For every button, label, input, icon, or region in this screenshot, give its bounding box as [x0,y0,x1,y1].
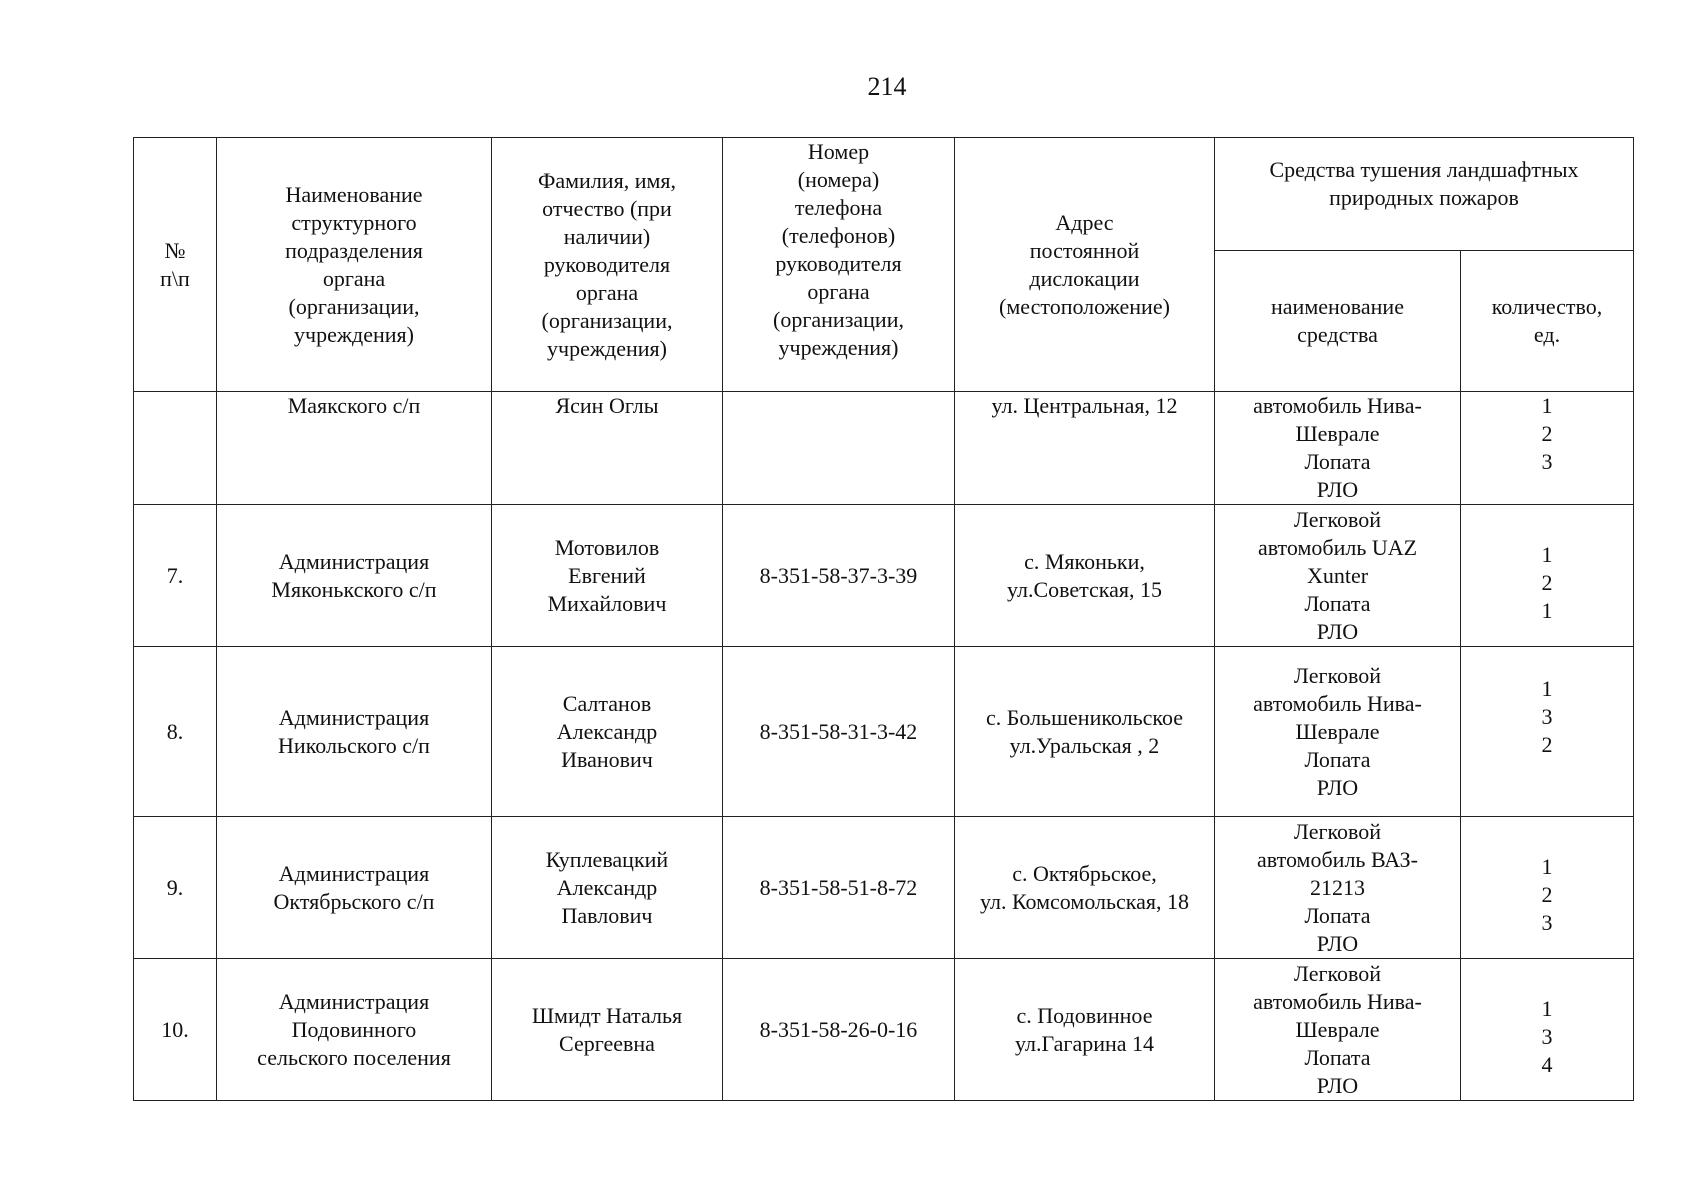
row-head: Салтанов Александр Иванович [492,647,723,817]
row-address: с. Мяконьки, ул.Советская, 15 [955,505,1215,647]
row-num [134,392,217,505]
page-number: 214 [867,72,907,101]
row-num: 8. [134,647,217,817]
header-address: Адрес постоянной дислокации (местоположение) [955,138,1215,392]
row-address: с. Подовинное ул.Гагарина 14 [955,959,1215,1101]
row-unit: Администрация Подовинного сельского поселения [217,959,492,1101]
row-qty: 1 3 4 [1461,959,1634,1101]
row-means: Легковой автомобиль Нива- Шевралe Лопата РЛО [1215,959,1461,1101]
table-row [134,817,1634,959]
row-phone: 8-351-58-26-0-16 [723,959,955,1101]
row-unit: Администрация Никольского с/п [217,647,492,817]
row-phone: 8-351-58-37-3-39 [723,505,955,647]
header-means-name: наименование средства [1215,251,1461,392]
row-phone [723,392,955,505]
row-head: Ясин Оглы [492,392,723,505]
table-row [134,505,1634,647]
row-address: с. Большеникольское ул.Уральская , 2 [955,647,1215,817]
header-row-1 [134,138,1634,251]
header-phone: Номер (номера) телефона (телефонов) руководителя органа (организации, учреждения) [723,138,955,392]
row-num: 10. [134,959,217,1101]
row-qty: 1 2 3 [1461,392,1634,505]
row-qty: 1 2 3 [1461,817,1634,959]
header-num: № п\п [134,138,217,392]
row-phone: 8-351-58-51-8-72 [723,817,955,959]
table-row [134,959,1634,1101]
header-means-group: Средства тушения ландшафтных природных пожаров [1215,138,1634,251]
row-address: ул. Центральная, 12 [955,392,1215,505]
row-qty: 1 3 2 [1461,647,1634,817]
row-head: Шмидт Наталья Сергеевна [492,959,723,1101]
row-means: Легковой автомобиль Нива- Шевралe Лопата РЛО [1215,647,1461,817]
table-row [134,647,1634,817]
row-head: Мотовилов Евгений Михайлович [492,505,723,647]
resources-table [133,137,1634,1101]
row-means: автомобиль Нива- Шевралe Лопата РЛО [1215,392,1461,505]
row-num: 7. [134,505,217,647]
header-means-qty: количество, ед. [1461,251,1634,392]
header-head: Фамилия, имя, отчество (при наличии) руководителя органа (организации, учреждения) [492,138,723,392]
row-num: 9. [134,817,217,959]
row-unit: Администрация Мяконькского с/п [217,505,492,647]
header-unit: Наименование структурного подразделения органа (организации, учреждения) [217,138,492,392]
row-means: Легковой автомобиль ВАЗ- 21213 Лопата РЛО [1215,817,1461,959]
row-unit: Администрация Октябрьского с/п [217,817,492,959]
row-phone: 8-351-58-31-3-42 [723,647,955,817]
row-qty: 1 2 1 [1461,505,1634,647]
row-head: Куплевацкий Александр Павлович [492,817,723,959]
row-unit: Маякского с/п [217,392,492,505]
row-means: Легковой автомобиль UAZ Xunter Лопата РЛО [1215,505,1461,647]
table-row [134,392,1634,505]
row-address: с. Октябрьское, ул. Комсомольская, 18 [955,817,1215,959]
